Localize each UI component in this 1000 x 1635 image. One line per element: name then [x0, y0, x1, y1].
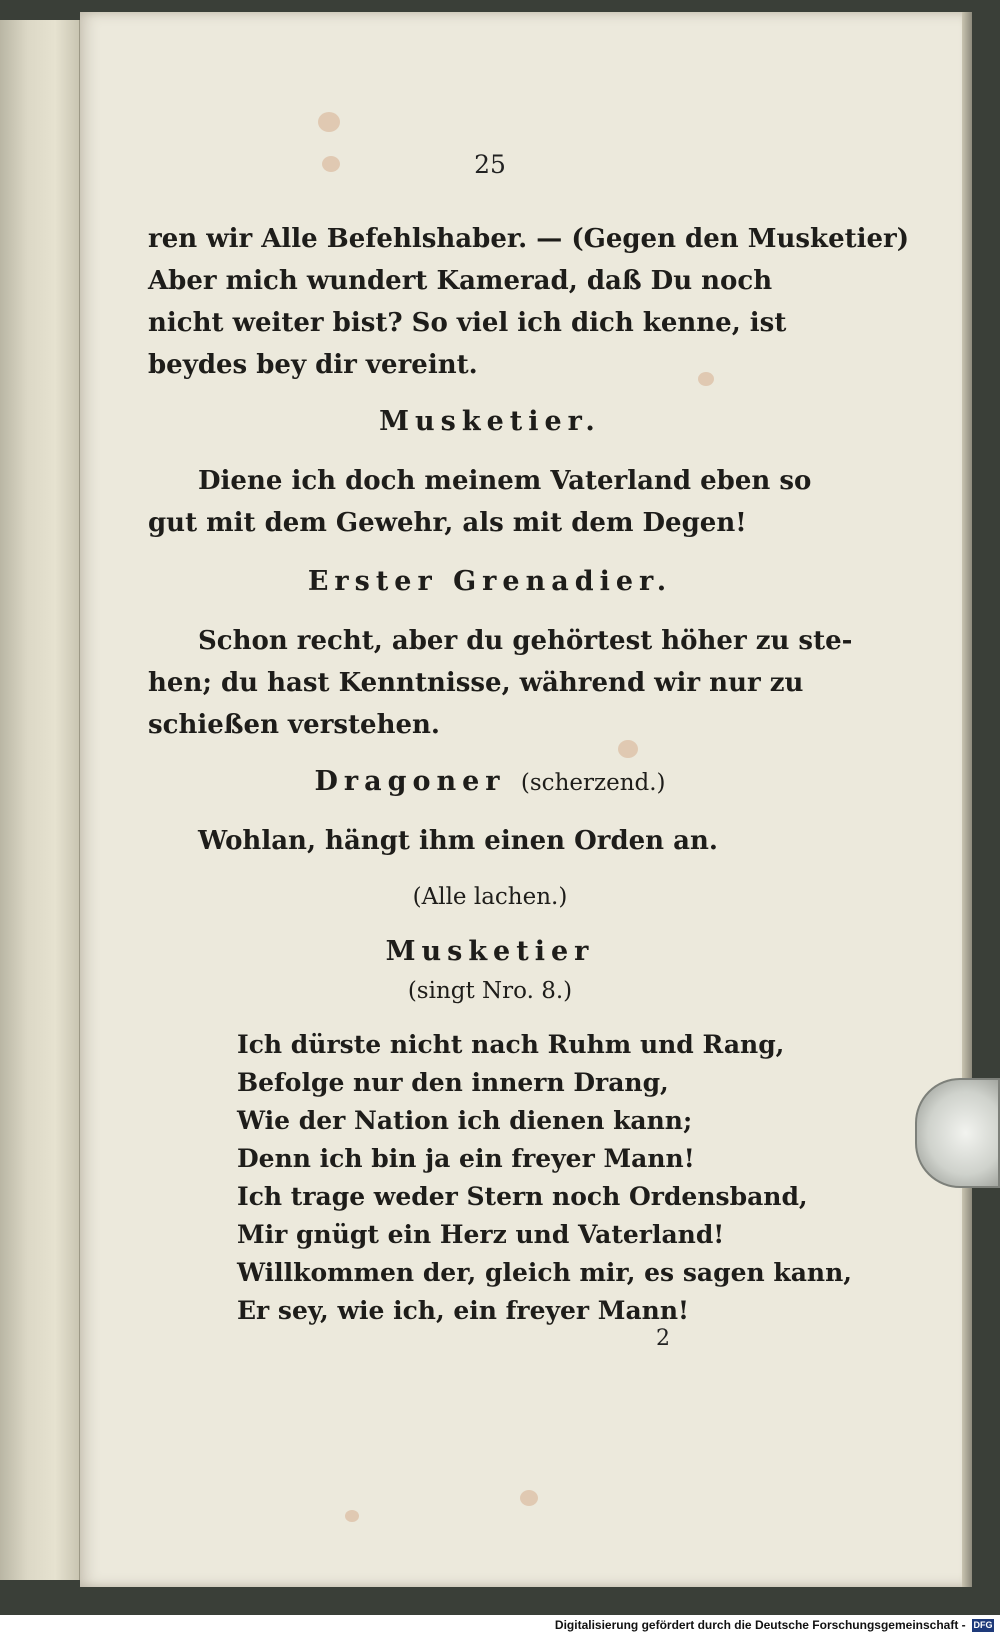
paragraph-line: hen; du hast Kenntnisse, während wir nur zu: [148, 668, 804, 698]
paragraph-line: beydes bey dir vereint.: [148, 350, 478, 380]
paragraph-line: schießen verstehen.: [148, 710, 440, 740]
verse-line: Ich dürste nicht nach Ruhm und Rang,: [237, 1030, 785, 1059]
foxing-spot: [322, 156, 340, 172]
foxing-spot: [318, 112, 340, 132]
paragraph-line: ren wir Alle Befehlshaber. — (Gegen den Musketier): [148, 224, 910, 254]
paragraph-line: Aber mich wundert Kamerad, daß Du noch: [148, 266, 773, 296]
speaker-name: Erster Grenadier.: [307, 566, 673, 597]
dfg-logo: DFG: [973, 1620, 993, 1631]
verse-line: Denn ich bin ja ein freyer Mann!: [237, 1144, 695, 1173]
stage-direction: (scherzend.): [520, 770, 666, 796]
verse-line: Ich trage weder Stern noch Ordensband,: [237, 1182, 808, 1211]
speaker-name: Musketier.: [379, 406, 601, 437]
paragraph-line: gut mit dem Gewehr, als mit dem Degen!: [148, 508, 747, 538]
stage-direction: (Alle lachen.): [412, 884, 568, 910]
foxing-spot: [345, 1510, 359, 1522]
speaker-line: [140, 766, 840, 797]
page-clip: [915, 1078, 1000, 1188]
speaker-name: Musketier: [385, 936, 595, 967]
paragraph-line: Wohlan, hängt ihm einen Orden an.: [198, 826, 718, 856]
verse-line: Willkommen der, gleich mir, es sagen kann,: [237, 1258, 852, 1287]
paragraph-line: Schon recht, aber du gehörtest höher zu ste-: [198, 626, 853, 656]
foxing-spot: [520, 1490, 538, 1506]
paragraph-line: nicht weiter bist? So viel ich dich kenne, ist: [148, 308, 787, 338]
page-edge: [962, 12, 972, 1587]
verse-line: Mir gnügt ein Herz und Vaterland!: [237, 1220, 725, 1249]
verse-line: Wie der Nation ich dienen kann;: [237, 1106, 693, 1135]
foxing-spot: [698, 372, 714, 386]
foxing-spot: [618, 740, 638, 758]
verse-line: Er sey, wie ich, ein freyer Mann!: [237, 1296, 690, 1325]
footer-text: Digitalisierung gefördert durch die Deutsche Forschungsgemeinschaft -: [554, 1618, 966, 1632]
verse-line: Befolge nur den innern Drang,: [237, 1068, 669, 1097]
signature-mark: 2: [656, 1326, 670, 1351]
left-page-edge: [0, 20, 80, 1580]
stage-direction: (singt Nro. 8.): [407, 978, 573, 1004]
speaker-name: Dragoner: [314, 766, 506, 797]
footer-credit: [0, 1615, 1000, 1635]
page-number: 25: [474, 150, 506, 179]
paragraph-line: Diene ich doch meinem Vaterland eben so: [198, 466, 812, 496]
